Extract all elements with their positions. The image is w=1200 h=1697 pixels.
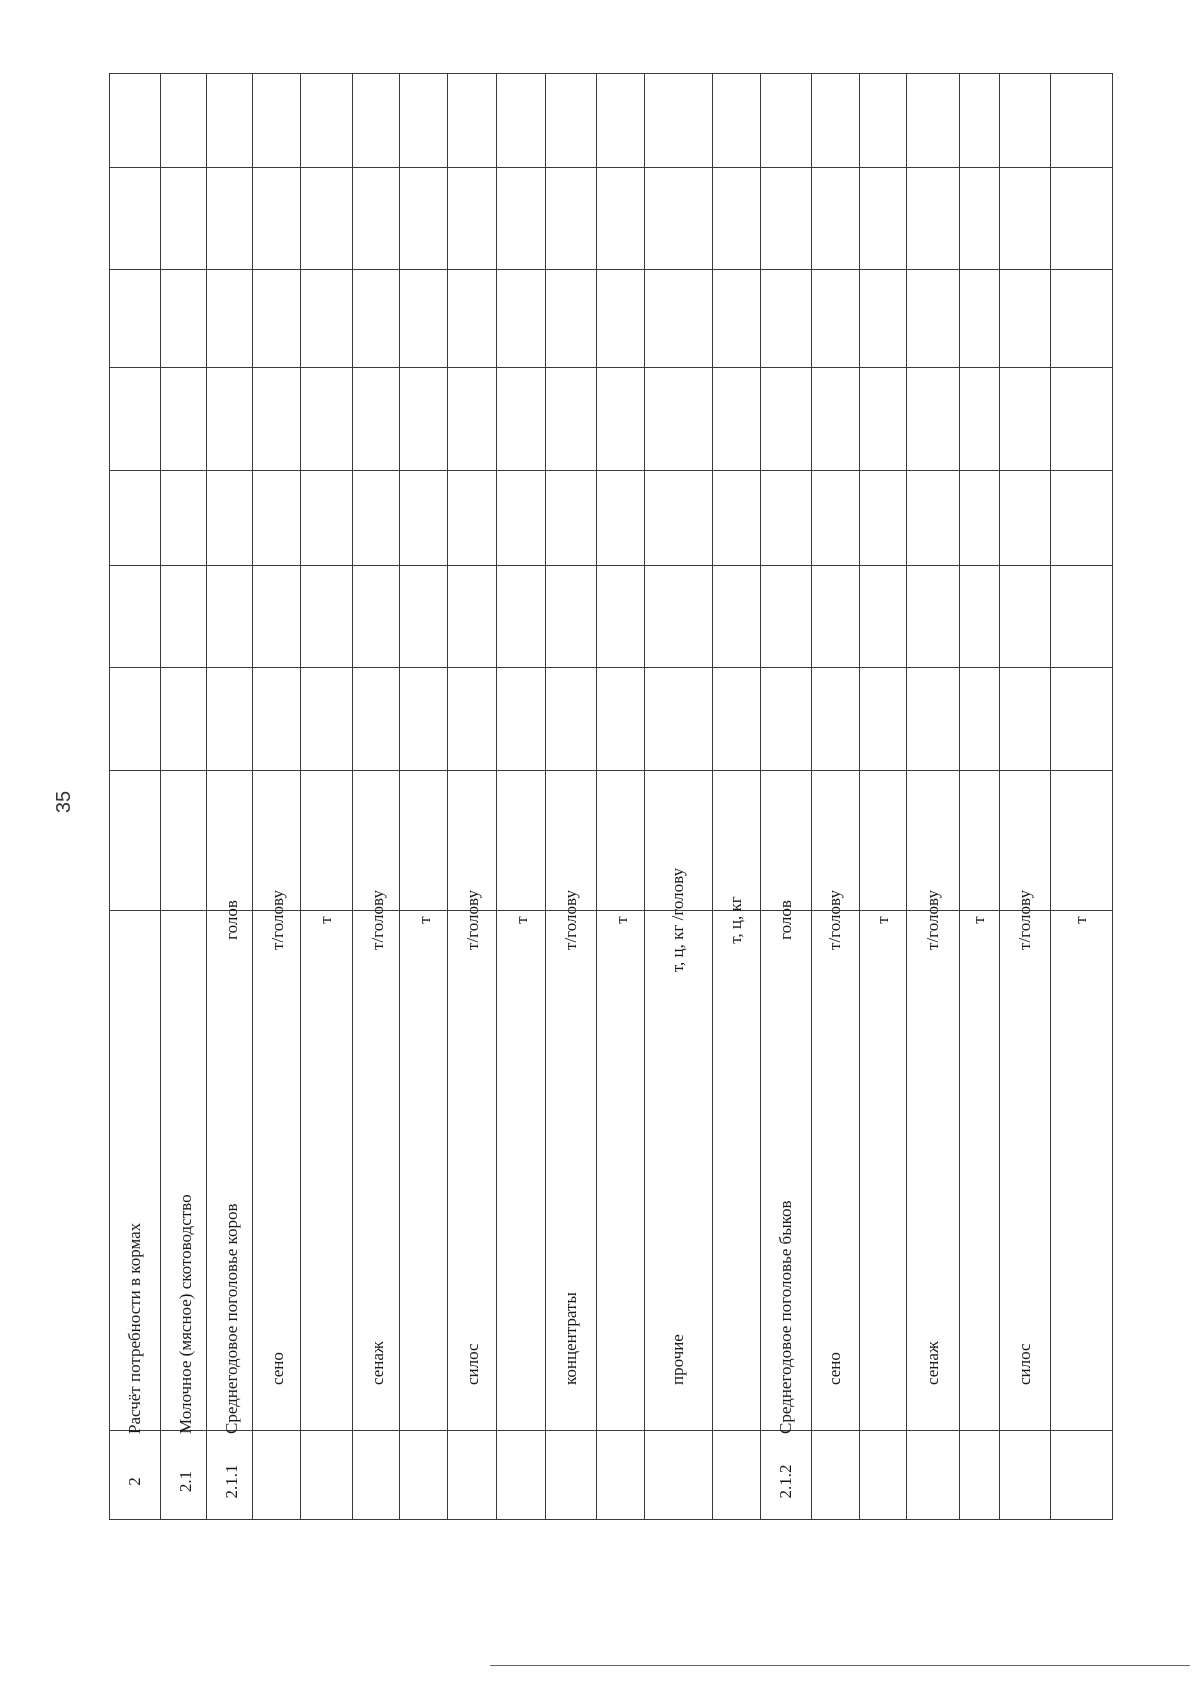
row-name — [596, 955, 647, 1385]
list-item — [496, 73, 547, 1519]
row-unit: т, ц, кг — [726, 896, 746, 944]
row-name — [300, 955, 351, 1385]
row-name — [1050, 955, 1112, 1385]
row-number — [399, 1444, 450, 1519]
row-name: силос — [1014, 1343, 1034, 1385]
row-unit: т — [511, 916, 531, 924]
feed-requirements-table — [109, 73, 1112, 1519]
row-unit: голов — [775, 900, 795, 940]
row-number: 2.1.1 — [221, 1464, 241, 1499]
list-item — [906, 73, 959, 1519]
row-unit: т/голову — [462, 890, 482, 950]
list-item — [252, 73, 303, 1519]
list-item — [999, 73, 1050, 1519]
row-number — [545, 1444, 596, 1519]
row-unit: т/голову — [560, 890, 580, 950]
list-item — [447, 73, 498, 1519]
rotated-content — [109, 73, 1112, 1519]
row-number — [999, 1444, 1050, 1519]
list-item — [760, 73, 811, 1519]
list-item — [109, 73, 160, 1519]
list-item — [712, 73, 760, 1519]
row-number — [496, 1444, 547, 1519]
row-number — [712, 1444, 760, 1519]
row-number — [959, 1444, 999, 1519]
row-unit: т — [611, 916, 631, 924]
row-name — [712, 955, 760, 1385]
row-unit: т/голову — [267, 890, 287, 950]
list-item — [596, 73, 647, 1519]
row-unit: т — [414, 916, 434, 924]
row-name: Расчёт потребности в кормах — [124, 1222, 144, 1434]
row-unit: т/голову — [825, 890, 845, 950]
row-name — [859, 955, 906, 1385]
row-number — [596, 1444, 647, 1519]
row-unit: т/голову — [922, 890, 942, 950]
row-unit: т/голову — [1014, 890, 1034, 950]
list-item — [545, 73, 596, 1519]
page-number: 35 — [52, 790, 75, 814]
row-name: сенаж — [367, 1341, 387, 1385]
list-item — [352, 73, 403, 1519]
row-unit — [160, 849, 211, 991]
row-unit: т/голову — [367, 890, 387, 950]
row-number: 2.1.2 — [775, 1464, 795, 1499]
list-item — [160, 73, 211, 1519]
list-item — [859, 73, 906, 1519]
row-unit: т — [1071, 916, 1091, 924]
list-item — [811, 73, 859, 1519]
row-name — [399, 955, 450, 1385]
row-number — [1050, 1444, 1112, 1519]
list-item — [644, 73, 712, 1519]
row-number: 2.1 — [175, 1470, 195, 1493]
row-name — [496, 955, 547, 1385]
row-name: сено — [825, 1352, 845, 1385]
row-number: 2 — [124, 1477, 144, 1486]
row-number — [859, 1444, 906, 1519]
row-number — [906, 1444, 959, 1519]
row-name — [959, 955, 999, 1385]
list-item — [300, 73, 351, 1519]
list-item — [399, 73, 450, 1519]
row-unit: т — [872, 916, 892, 924]
row-name: концентраты — [560, 1292, 580, 1385]
row-unit: т, ц, кг /голову — [668, 867, 688, 973]
list-item — [959, 73, 999, 1519]
row-unit: голов — [221, 900, 241, 940]
list-item — [206, 73, 257, 1519]
row-name: сено — [267, 1352, 287, 1385]
row-number — [300, 1444, 351, 1519]
row-name: Среднегодовое поголовье быков — [775, 1200, 795, 1434]
row-name: прочие — [668, 1334, 688, 1385]
row-number — [447, 1444, 498, 1519]
row-name: сенаж — [922, 1341, 942, 1385]
row-name: Среднегодовое поголовье коров — [221, 1203, 241, 1434]
list-item — [1050, 73, 1112, 1519]
row-unit — [109, 849, 160, 991]
row-unit: т — [315, 916, 335, 924]
row-name: Молочное (мясное) скотоводство — [175, 1194, 195, 1434]
row-number — [252, 1444, 303, 1519]
row-name: силос — [462, 1343, 482, 1385]
row-unit: т — [969, 916, 989, 924]
row-number — [352, 1444, 403, 1519]
row-number — [811, 1444, 859, 1519]
bottom-rule — [490, 1665, 1190, 1666]
row-number — [644, 1444, 712, 1519]
